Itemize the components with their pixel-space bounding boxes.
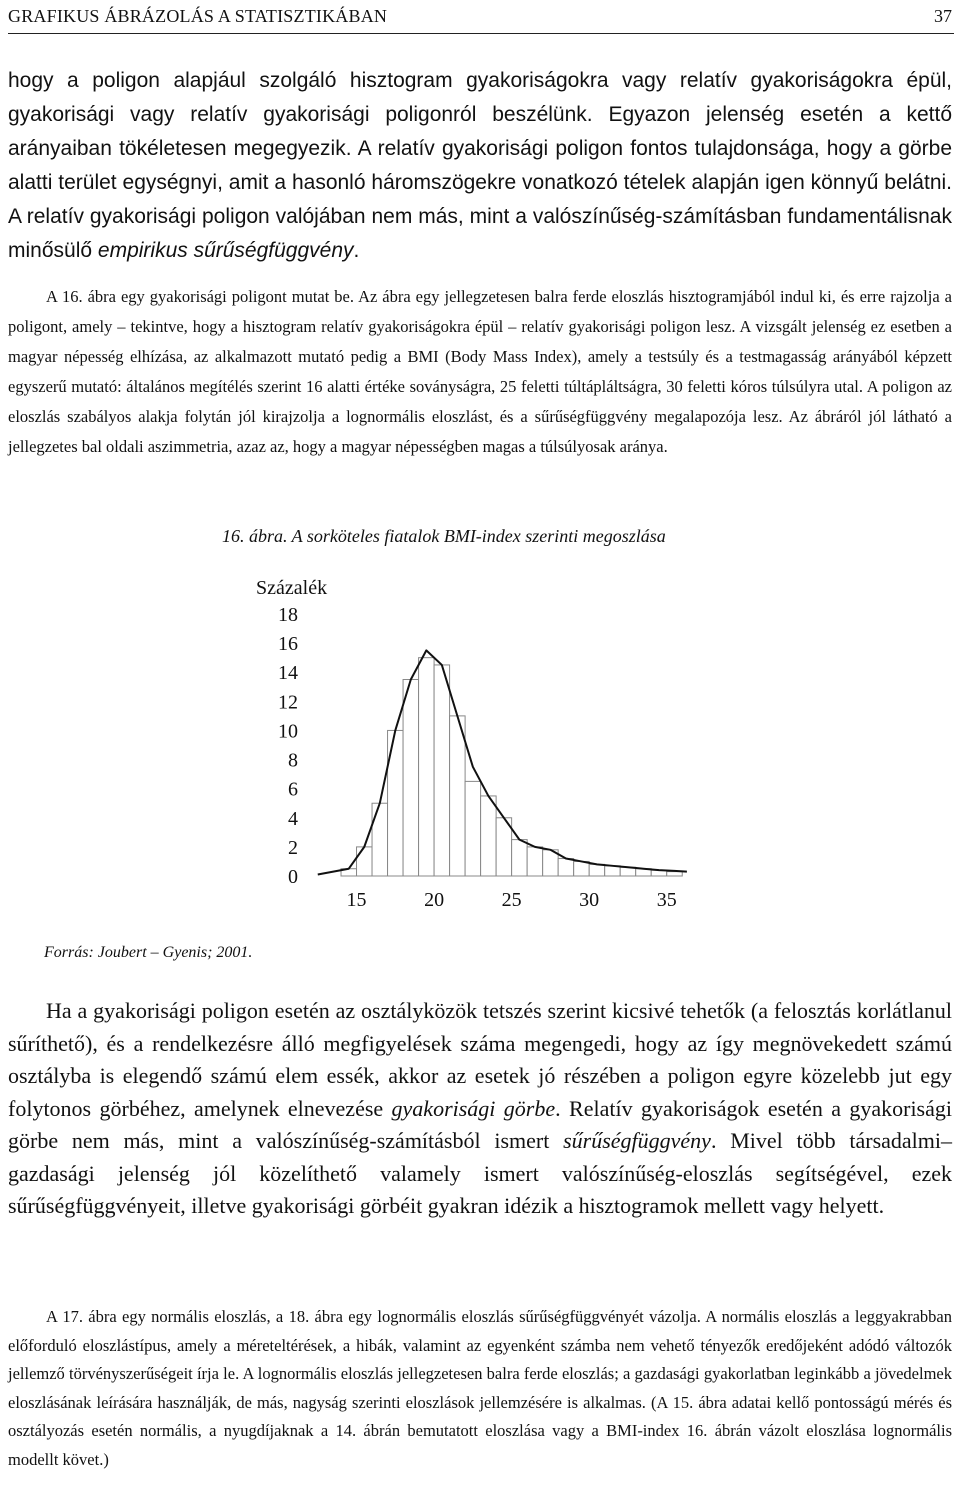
histogram-bar <box>372 803 388 876</box>
y-tick-label: 18 <box>278 604 298 626</box>
x-tick-label: 35 <box>656 889 677 911</box>
paragraph-3-em1: gyakorisági görbe <box>391 1095 556 1121</box>
bmi-histogram-chart <box>0 560 960 930</box>
histogram-bar <box>667 872 683 876</box>
histogram-bar <box>357 847 373 876</box>
x-tick-label: 30 <box>579 889 600 911</box>
y-tick-label: 12 <box>278 691 298 714</box>
paragraph-3 <box>8 995 952 1223</box>
figure-caption: 16. ábra. A sorköteles fiatalok BMI-index szerinti megoszlása <box>222 526 666 546</box>
histogram-bar <box>574 861 590 876</box>
paragraph-1-end: . <box>353 239 360 262</box>
y-tick-label: 0 <box>288 866 298 888</box>
y-tick-label: 16 <box>278 633 298 656</box>
paragraph-1-emphasis: empirikus sűrűségfüggvény <box>97 239 354 262</box>
paragraph-3-part1: Ha a gyakorisági poligon esetén az osztályközök tetszés szerint kicsivé tehetők (a felosztás korlátlanul sűríthető), és a rendelkezésre álló megfigyelések száma megengedi, hogy az így megnövekedett számú osztályba is elegendő számú elem essék, akkor az esetek jó részében a poligon egyre közelebb jut egy folytonos görbéhez, amelynek elnevezése <box>8 998 952 1121</box>
histogram-bar <box>465 781 481 876</box>
histogram-bar <box>589 864 605 876</box>
paragraph-1 <box>8 64 952 268</box>
figure-source <box>44 944 252 962</box>
page-number: 37 <box>934 6 952 26</box>
histogram-bar <box>481 796 497 876</box>
paragraph-3-em2: sűrűségfüggvény <box>563 1128 711 1153</box>
histogram-bar <box>434 665 450 876</box>
paragraph-3-part2: . Relatív gyakoriságok esetén a gyakorisági görbe nem más, mint a valószínűség-számításból ismert <box>8 1095 952 1153</box>
histogram-bar <box>512 840 528 876</box>
y-tick-label: 14 <box>278 662 298 685</box>
y-tick-label: 8 <box>288 749 298 772</box>
x-tick-label: 25 <box>501 889 522 911</box>
x-tick-label: 20 <box>424 889 445 911</box>
figure-source-text: : Joubert – Gyenis; 2001. <box>88 944 253 961</box>
paragraph-4: A 17. ábra egy normális eloszlás, a 18. ábra egy lognormális eloszlás sűrűségfüggvényét vázolja. A normális eloszlás a leggyakrabban előforduló eloszlástípus, amely a méreteltérések, a hibák, valamint az egyenként számba nem vehető tényezők eredőjeként adódó változók jellemző törvényszerűségeit írja le. A lognormális eloszlás jellegzetesen balra ferde eloszlás; a gazdasági gyakorlatban leginkább a jövedelmek eloszlásának leírására használják, de más, nagyság szerinti eloszlások jellemzésére is alkalmas. (A 15. ábra adatai kellő pontosságú mérés és osztályozás esetén normális, a nyugdíjaknak a 14. ábrán bemutatott eloszlása vagy a BMI-index 16. ábrán vázolt eloszlása lognormális modellt követ.) <box>8 1307 952 1469</box>
y-tick-label: 10 <box>278 720 298 743</box>
paragraph-2: A 16. ábra egy gyakorisági poligont mutat be. Az ábra egy jellegzetesen balra ferde eloszlás hisztogramjából indul ki, és erre rajzolja a poligont, amely – tekintve, hogy a hisztogram relatív gyakoriságokra épül – relatív gyakorisági poligon lesz. A vizsgált jelenség ez esetben a magyar népesség elhízása, az alkalmazott mutató pedig a BMI (Body Mass Index), amely a testsúly és a testmagasság arányából képzett egyszerű mutató: általános megítélés szerint 16 alatti értéke soványságra, 25 feletti túltápláltságra, 30 feletti kóros túlsúlyra utal. A poligon az eloszlás szabályos alakja folytán jól kirajzolja a lognormális eloszlást, és a sűrűségfüggvény megalapozója lesz. Az ábráról jól látható a jellegzetes bal oldali aszimmetria, azaz az, hogy a magyar népességben magas a túlsúlyosak aránya. <box>8 287 952 456</box>
histogram-bar <box>558 859 574 876</box>
figure-source-label: Forrás <box>44 944 89 961</box>
x-tick-label: 15 <box>346 889 367 911</box>
histogram-bar <box>403 680 419 877</box>
running-header-title: GRAFIKUS ÁBRÁZOLÁS A STATISZTIKÁBAN <box>8 6 388 26</box>
y-tick-label: 6 <box>288 778 298 801</box>
histogram-bar <box>419 658 435 876</box>
histogram-bar <box>605 866 621 876</box>
paragraph-3-part3: . Mivel több társadalmi–gazdasági jelenség jól közelíthető valamely ismert valószínűség-eloszlás segítségével, ezek sűrűségfüggvényeit, illetve gyakorisági görbéit gyakran idézik a hisztogramok mellett vagy helyett. <box>8 1128 952 1218</box>
histogram-bar <box>450 716 466 876</box>
paragraph-1-text: hogy a poligon alapjául szolgáló hisztogram gyakoriságokra vagy relatív gyakoriságokra épül, gyakorisági vagy relatív gyakorisági poligonról beszélünk. Egyazon jelenség esetén a kettő arányaiban tökéletesen megegyezik. A relatív gyakorisági poligon fontos tulajdonsága, hogy a görbe alatti terület egységnyi, amit a hasonló háromszögekre vonatkozó tételek alapján igen könnyű belátni. A relatív gyakorisági poligon valójában nem más, mint a valószínűség-számításban fundamentálisnak minősülő <box>8 69 952 262</box>
histogram-bar <box>527 847 543 876</box>
y-axis-label: Százalék <box>256 577 328 599</box>
y-tick-label: 2 <box>288 836 298 859</box>
y-tick-label: 4 <box>288 807 298 830</box>
running-header <box>8 5 954 34</box>
